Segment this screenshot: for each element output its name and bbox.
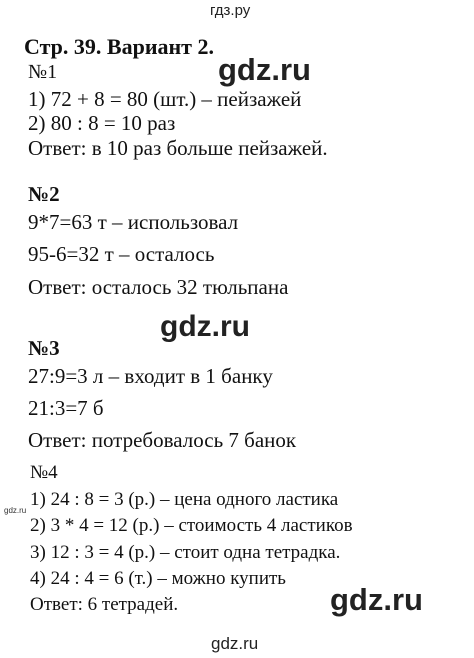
task1-line-1: 1) 72 + 8 = 80 (шт.) – пейзажей [28, 87, 302, 111]
task2-answer: Ответ: осталось 32 тюльпана [28, 275, 289, 299]
task2-line-1: 9*7=63 т – использовал [28, 210, 239, 234]
task3-line-2: 21:3=7 б [28, 396, 104, 420]
task4-number: №4 [30, 462, 58, 483]
page-title: Стр. 39. Вариант 2. [24, 34, 214, 59]
task2-number: №2 [28, 182, 60, 206]
watermark-bottom-right: gdz.ru [330, 582, 423, 617]
watermark-middle: gdz.ru [160, 310, 250, 343]
task2-line-2: 95-6=32 т – осталось [28, 242, 215, 266]
task4-line-4: 4) 24 : 4 = 6 (т.) – можно купить [30, 568, 286, 589]
task1-answer: Ответ: в 10 раз больше пейзажей. [28, 136, 328, 160]
watermark-tiny: gdz.ru [4, 506, 27, 515]
watermark-top: gdz.ru [218, 52, 311, 87]
task4-answer: Ответ: 6 тетрадей. [30, 594, 179, 615]
site-header: гдз.ру [210, 2, 251, 19]
task1-line-2: 2) 80 : 8 = 10 раз [28, 111, 176, 135]
footer-watermark: gdz.ru [211, 634, 259, 653]
task4-line-1: 1) 24 : 8 = 3 (р.) – цена одного ластика [30, 489, 339, 510]
task4-line-3: 3) 12 : 3 = 4 (р.) – стоит одна тетрадка. [30, 542, 341, 563]
task3-line-1: 27:9=3 л – входит в 1 банку [28, 364, 273, 388]
task1-number: №1 [28, 61, 58, 83]
task4-line-2: 2) 3 * 4 = 12 (р.) – стоимость 4 ластиков [30, 515, 353, 536]
task3-number: №3 [28, 336, 60, 360]
task3-answer: Ответ: потребовалось 7 банок [28, 428, 297, 452]
